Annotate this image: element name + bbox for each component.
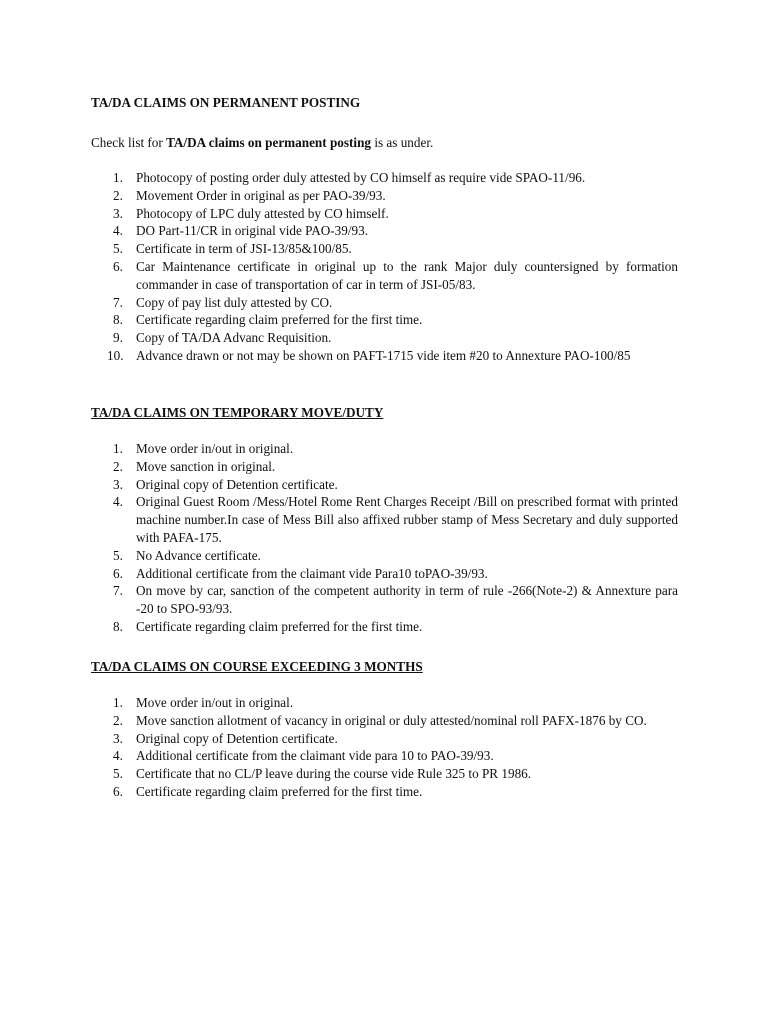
item-number: 5. xyxy=(113,766,123,782)
section-title-temporary-move: TA/DA CLAIMS ON TEMPORARY MOVE/DUTY xyxy=(91,405,384,420)
item-number: 2. xyxy=(113,458,123,474)
item-number: 4. xyxy=(113,748,123,764)
item-text: Movement Order in original as per PAO-39/93. xyxy=(136,187,386,203)
item-number: 7. xyxy=(113,583,123,599)
permanent-posting-checklist xyxy=(91,169,678,365)
list-item xyxy=(91,222,678,240)
item-text: Car Maintenance certificate in original up to the rank Major duly countersigned by formation commander in case of transportation of car in term of JSI-05/83. xyxy=(136,258,678,292)
item-text: Certificate regarding claim preferred for the first time. xyxy=(136,618,423,634)
item-number: 1. xyxy=(113,441,123,456)
list-item xyxy=(91,476,678,494)
list-item xyxy=(91,240,678,258)
list-item xyxy=(91,205,678,223)
section-title-course-exceeding-3-months: TA/DA CLAIMS ON COURSE EXCEEDING 3 MONTHS xyxy=(91,659,423,674)
item-number: 3. xyxy=(113,730,123,746)
list-item xyxy=(91,294,678,312)
intro-suffix: is as under. xyxy=(371,135,434,150)
item-text: Move sanction allotment of vacancy in original or duly attested/nominal roll PAFX-1876 by CO. xyxy=(136,712,647,728)
list-item xyxy=(91,311,678,329)
item-number: 4. xyxy=(113,494,123,510)
item-text: On move by car, sanction of the competent authority in term of rule -266(Note-2) & Annexture para -20 to SPO-93/93. xyxy=(136,583,678,617)
item-text: Photocopy of LPC duly attested by CO himself. xyxy=(136,205,389,221)
list-item xyxy=(91,440,678,458)
intro-prefix: Check list for xyxy=(91,135,167,150)
list-item xyxy=(91,765,678,783)
list-item xyxy=(91,169,678,187)
item-text: Certificate that no CL/P leave during the course vide Rule 325 to PR 1986. xyxy=(136,766,532,782)
item-text: Move order in/out in original. xyxy=(136,441,294,456)
item-number: 1. xyxy=(113,695,123,710)
list-item xyxy=(91,458,678,476)
item-text: Move order in/out in original. xyxy=(136,695,294,710)
list-item xyxy=(91,783,678,801)
item-number: 5. xyxy=(113,241,123,257)
list-item xyxy=(91,493,678,546)
item-text: Move sanction in original. xyxy=(136,458,276,474)
list-item xyxy=(91,730,678,748)
item-text: Copy of pay list duly attested by CO. xyxy=(136,294,333,310)
item-text: DO Part-11/CR in original vide PAO-39/93. xyxy=(136,223,368,239)
item-number: 5. xyxy=(113,547,123,563)
item-number: 8. xyxy=(113,312,123,328)
item-number: 4. xyxy=(113,223,123,239)
list-item xyxy=(91,694,678,712)
item-text: Photocopy of posting order duly attested by CO himself as require vide SPAO-11/96. xyxy=(136,170,586,185)
item-number: 9. xyxy=(113,330,123,346)
intro-bold: TA/DA claims on permanent posting xyxy=(166,135,372,150)
list-item xyxy=(91,258,678,294)
list-item xyxy=(91,582,678,618)
item-text: No Advance certificate. xyxy=(136,547,261,563)
list-item xyxy=(91,565,678,583)
item-text: Additional certificate from the claimant vide para 10 to PAO-39/93. xyxy=(136,748,494,764)
section-title-permanent-posting: TA/DA CLAIMS ON PERMANENT POSTING xyxy=(91,95,361,110)
list-item xyxy=(91,712,678,730)
item-number: 7. xyxy=(113,294,123,310)
list-item xyxy=(91,187,678,205)
list-item xyxy=(91,747,678,765)
item-text: Additional certificate from the claimant vide Para10 toPAO-39/93. xyxy=(136,565,488,581)
item-text: Certificate regarding claim preferred for the first time. xyxy=(136,312,423,328)
item-number: 2. xyxy=(113,712,123,728)
list-item xyxy=(91,329,678,347)
item-text: Original copy of Detention certificate. xyxy=(136,730,338,746)
item-number: 6. xyxy=(113,783,123,799)
list-item xyxy=(91,547,678,565)
list-item xyxy=(91,618,678,636)
temporary-move-checklist xyxy=(91,440,678,636)
item-number: 1. xyxy=(113,170,123,185)
item-number: 3. xyxy=(113,476,123,492)
course-checklist xyxy=(91,694,678,801)
item-number: 3. xyxy=(113,205,123,221)
item-number: 10. xyxy=(107,347,124,363)
item-number: 6. xyxy=(113,258,123,274)
item-text: Advance drawn or not may be shown on PAFT-1715 vide item #20 to Annexture PAO-100/85 xyxy=(136,347,631,363)
item-number: 6. xyxy=(113,565,123,581)
item-text: Original copy of Detention certificate. xyxy=(136,476,338,492)
list-item xyxy=(91,347,678,365)
item-number: 8. xyxy=(113,618,123,634)
item-text: Certificate in term of JSI-13/85&100/85. xyxy=(136,241,352,257)
item-text: Certificate regarding claim preferred for the first time. xyxy=(136,783,423,799)
item-text: Original Guest Room /Mess/Hotel Rome Rent Charges Receipt /Bill on prescribed format with printed machine number.In case of Mess Bill also affixed rubber stamp of Mess Secretary and duly supported with PAFA-175. xyxy=(136,494,678,545)
checklist-intro xyxy=(91,134,433,152)
item-number: 2. xyxy=(113,187,123,203)
item-text: Copy of TA/DA Advanc Requisition. xyxy=(136,330,332,346)
